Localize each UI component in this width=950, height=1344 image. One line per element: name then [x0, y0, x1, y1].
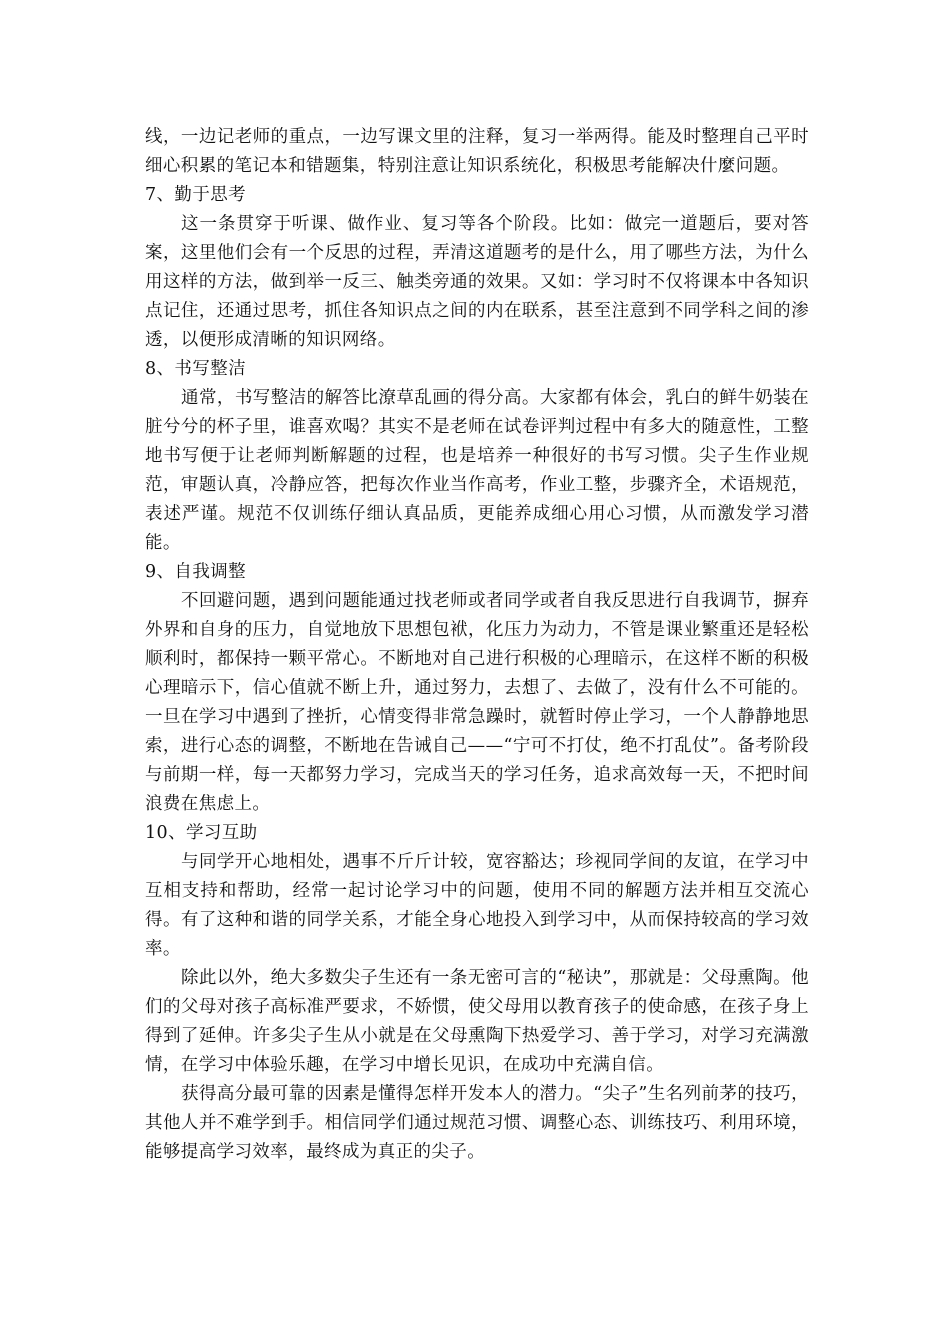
paragraph: 不回避问题，遇到问题能通过找老师或者同学或者自我反思进行自我调节，摒弃外界和自身的压力，自觉地放下思想包袱，化压力为动力，不管是课业繁重还是轻松顺利时，都保持一颗平常心。不断地对自己进行积极的心理暗示，在这样不断的积极心理暗示下，信心值就不断上升，通过努力，去想了、去做了，没有什么不可能的。一旦在学习中遇到了挫折，心情变得非常急躁时，就暂时停止学习，一个人静静地思索，进行心态的调整，不断地在告诫自己——“宁可不打仗，绝不打乱仗”。备考阶段与前期一样，每一天都努力学习，完成当天的学习任务，追求高效每一天，不把时间浪费在焦虑上。 [145, 591, 809, 814]
section-heading-10: 10、学习互助 [145, 823, 258, 843]
section-heading-9: 9、自我调整 [145, 562, 247, 582]
paragraph: 这一条贯穿于听课、做作业、复习等各个阶段。比如：做完一道题后，要对答案，这里他们会有一个反思的过程，弄清这道题考的是什么，用了哪些方法，为什么用这样的方法，做到举一反三、触类旁通的效果。又如：学习时不仅将课本中各知识点记住，还通过思考，抓住各知识点之间的内在联系，甚至注意到不同学科之间的渗透，以便形成清晰的知识网络。 [145, 214, 809, 350]
paragraph: 获得高分最可靠的因素是懂得怎样开发本人的潜力。“尖子”生名列前茅的技巧，其他人并不难学到手。相信同学们通过规范习惯、调整心态、训练技巧、利用环境，能够提高学习效率，最终成为真正的尖子。 [145, 1084, 809, 1162]
paragraph: 与同学开心地相处，遇事不斤斤计较，宽容豁达；珍视同学间的友谊，在学习中互相支持和帮助，经常一起讨论学习中的问题，使用不同的解题方法并相互交流心得。有了这种和谐的同学关系，才能全身心地投入到学习中，从而保持较高的学习效率。 [145, 852, 809, 959]
paragraph-continued: 线，一边记老师的重点，一边写课文里的注释，复习一举两得。能及时整理自己平时细心积累的笔记本和错题集，特别注意让知识系统化，积极思考能解决什麼问题。 [145, 127, 809, 176]
document-body [145, 123, 809, 1167]
paragraph: 通常，书写整洁的解答比潦草乱画的得分高。大家都有体会，乳白的鲜牛奶装在脏兮兮的杯子里，谁喜欢喝？其实不是老师在试卷评判过程中有多大的随意性，工整地书写便于让老师判断解题的过程，也是培养一种很好的书写习惯。尖子生作业规范，审题认真，冷静应答，把每次作业当作高考，作业工整，步骤齐全，术语规范，表述严谨。规范不仅训练仔细认真品质，更能养成细心用心习惯，从而激发学习潜能。 [145, 388, 809, 553]
section-heading-8: 8、书写整洁 [145, 359, 247, 379]
section-heading-7: 7、勤于思考 [145, 185, 247, 205]
paragraph: 除此以外，绝大多数尖子生还有一条无密可言的“秘诀”，那就是：父母熏陶。他们的父母对孩子高标准严要求，不娇惯，使父母用以教育孩子的使命感，在孩子身上得到了延伸。许多尖子生从小就是在父母熏陶下热爱学习、善于学习，对学习充满激情，在学习中体验乐趣，在学习中增长见识，在成功中充满自信。 [145, 968, 809, 1075]
